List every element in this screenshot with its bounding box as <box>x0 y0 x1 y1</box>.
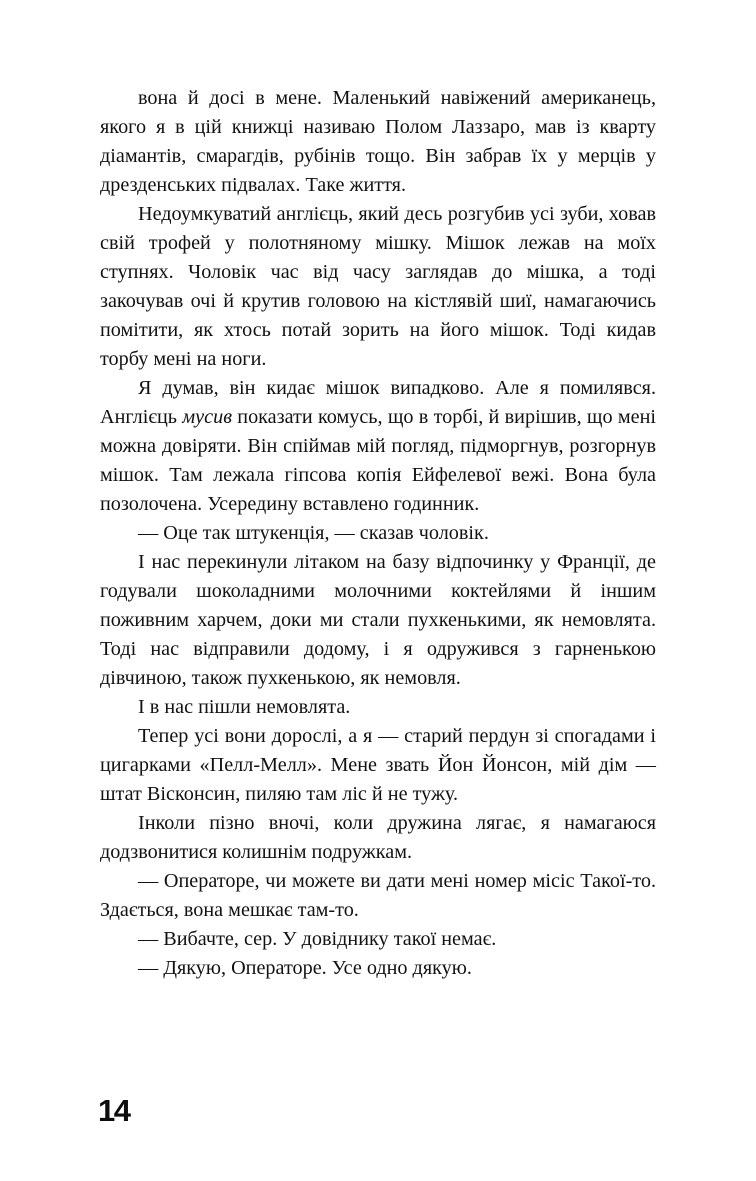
paragraph: І в нас пішли немовлята. <box>138 696 351 718</box>
paragraph: Недоумкуватий англієць, який десь розгубив усі зуби, ховав свій трофей у полотняному мішку. Мішок лежав на моїх ступнях. Чоловік час від часу заглядав до мішка, а тоді закочував очі й крутив головою на кістлявій шиї, намагаючись помітити, як хтось потай зорить на його мішок. Тоді кидав торбу мені на ноги. <box>100 203 656 370</box>
paragraph: Інколи пізно вночі, коли дружина лягає, я намагаюся додзвонитися колишнім подружкам. <box>100 812 656 863</box>
paragraph: І нас перекинули літаком на базу відпочинку у Франції, де годували шоколадними молочними коктейлями й іншим поживним харчем, доки ми стали пухкенькими, як немовлята. Тоді нас відправили додому, і я одружився з гарненькою дівчиною, також пухкенькою, як немовля. <box>100 551 656 689</box>
dialogue-line: — Дякую, Операторе. Усе одно дякую. <box>138 957 472 979</box>
dialogue-line: — Оце так штукенція, — сказав чоловік. <box>138 522 489 544</box>
emphasis-text: мусив <box>182 406 232 428</box>
page-number: 14 <box>98 1093 130 1128</box>
paragraph-segment: Я думав, він кидає мішок випадково. Але я помилявся. Англієць <box>100 377 656 428</box>
dialogue-line: — Вибачте, сер. У довіднику такої немає. <box>138 928 497 950</box>
paragraph-segment: показати комусь, що в торбі, й вирішив, що мені можна довіряти. Він спіймав мій погляд, підморгнув, розгорнув мішок. Там лежала гіпсова копія Ейфелевої вежі. Вона була позолочена. Усередину вставлено годинник. <box>100 406 656 515</box>
paragraph: вона й досі в мене. Маленький навіжений американець, якого я в цій книжці називаю Полом Лаззаро, мав із кварту діамантів, смарагдів, рубінів тощо. Він забрав їх у мерців у дрезденських підвалах. Таке життя. <box>100 87 656 196</box>
paragraph: Тепер усі вони дорослі, а я — старий пердун зі спогадами і цигарками «Пелл-Мелл». Мене звать Йон Йонсон, мій дім — штат Вісконсин, пиляю там ліс й не тужу. <box>100 725 656 805</box>
paragraph-with-emphasis <box>100 374 656 519</box>
dialogue-line: — Операторе, чи можете ви дати мені номер місіс Такої-то. Здається, вона мешкає там-то. <box>100 870 656 921</box>
page-text-block <box>100 84 656 983</box>
